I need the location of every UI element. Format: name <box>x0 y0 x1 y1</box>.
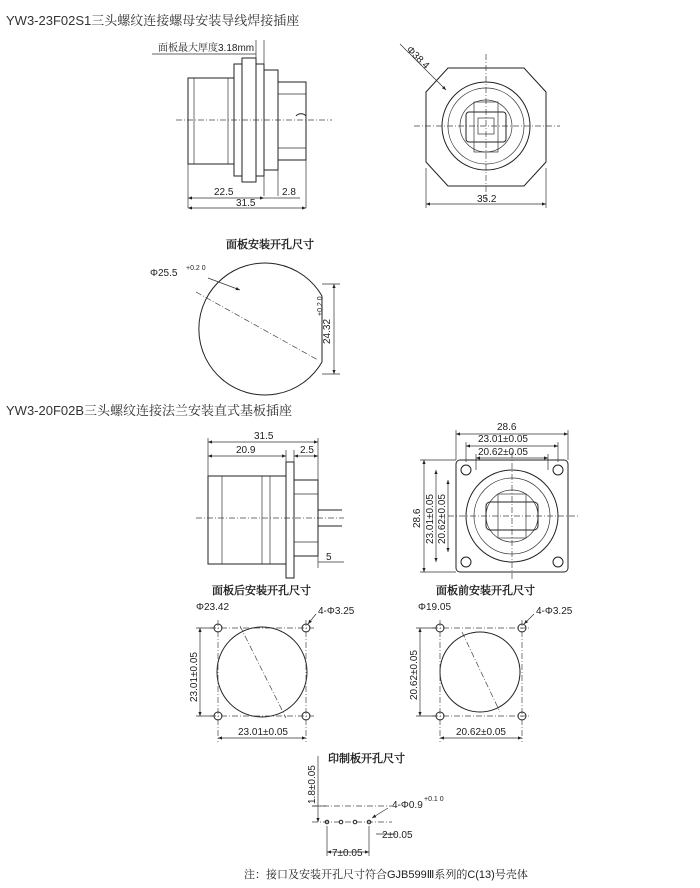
dim-2-5: 2.5 <box>300 445 314 456</box>
dim-phi25-5: Φ25.5 <box>150 268 178 279</box>
front-view-flange-mount <box>412 422 580 580</box>
panel-cutout-circle <box>150 263 340 395</box>
dim-35-2: 35.2 <box>477 194 497 205</box>
dim-4phi3-25-rear: 4-Φ3.25 <box>318 606 355 617</box>
dim-22-5: 22.5 <box>214 187 234 198</box>
front-mount-cutout <box>409 602 573 742</box>
dim-20-62-front-v: 20.62±0.05 <box>409 650 420 700</box>
dim-20-62-front-h: 20.62±0.05 <box>456 727 506 738</box>
dim-28-6-side: 28.6 <box>412 508 423 528</box>
dim-31-5-b: 31.5 <box>254 431 274 442</box>
dim-7: 7±0.05 <box>332 848 363 859</box>
caption-panel-cutout: 面板安装开孔尺寸 <box>226 239 314 251</box>
caption-rear-cutout: 面板后安装开孔尺寸 <box>212 585 311 597</box>
dim-4phi3-25-front: 4-Φ3.25 <box>536 606 573 617</box>
side-view-flange-mount <box>196 431 344 578</box>
dim-1-8: 1.8±0.05 <box>307 765 318 804</box>
front-view-nut-mount <box>400 44 560 208</box>
title-middle: YW3-20F02B三头螺纹连接法兰安装直式基板插座 <box>6 403 293 418</box>
dim-2: 2±0.05 <box>382 830 413 841</box>
dim-5: 5 <box>326 552 332 563</box>
pcb-cutout <box>307 756 444 859</box>
dim-23-01-top: 23.01±0.05 <box>478 434 528 445</box>
dim-20-9: 20.9 <box>236 445 256 456</box>
footnote: 注：接口及安装开孔尺寸符合GJB599Ⅲ系列的C(13)号壳体 <box>244 869 528 881</box>
dim-28-6-top: 28.6 <box>497 422 517 433</box>
dim-20-62-top: 20.62±0.05 <box>478 447 528 458</box>
dim-31-5: 31.5 <box>236 198 256 209</box>
dim-phi38-4: Φ38.4 <box>403 44 432 72</box>
dim-2-8: 2.8 <box>282 187 296 198</box>
dim-phi19-05: Φ19.05 <box>418 602 452 613</box>
title-top: YW3-23F02S1三头螺纹连接螺母安装导线焊接插座 <box>6 13 300 28</box>
caption-front-cutout: 面板前安装开孔尺寸 <box>436 585 535 597</box>
dim-4phi0-9-tol: +0.1 0 <box>424 796 444 803</box>
dim-4phi0-9: 4-Φ0.9 <box>392 800 423 811</box>
dim-24-32-tol: +0.2 0 <box>317 296 324 316</box>
dim-panel-max-thickness: 面板最大厚度3.18mm <box>158 43 255 54</box>
dim-20-62-side: 20.62±0.05 <box>437 494 448 544</box>
dim-23-01-rear-h: 23.01±0.05 <box>238 727 288 738</box>
dim-23-01-side: 23.01±0.05 <box>425 494 436 544</box>
dim-23-01-rear-v: 23.01±0.05 <box>189 652 200 702</box>
dim-phi25-5-tol: +0.2 0 <box>186 265 206 272</box>
dim-24-32: 24.32 <box>322 318 333 344</box>
rear-mount-cutout <box>189 602 355 742</box>
caption-pcb-cutout: 印制板开孔尺寸 <box>328 753 405 765</box>
side-view-nut-mount <box>152 40 332 209</box>
dim-phi23-42: Φ23.42 <box>196 602 230 613</box>
